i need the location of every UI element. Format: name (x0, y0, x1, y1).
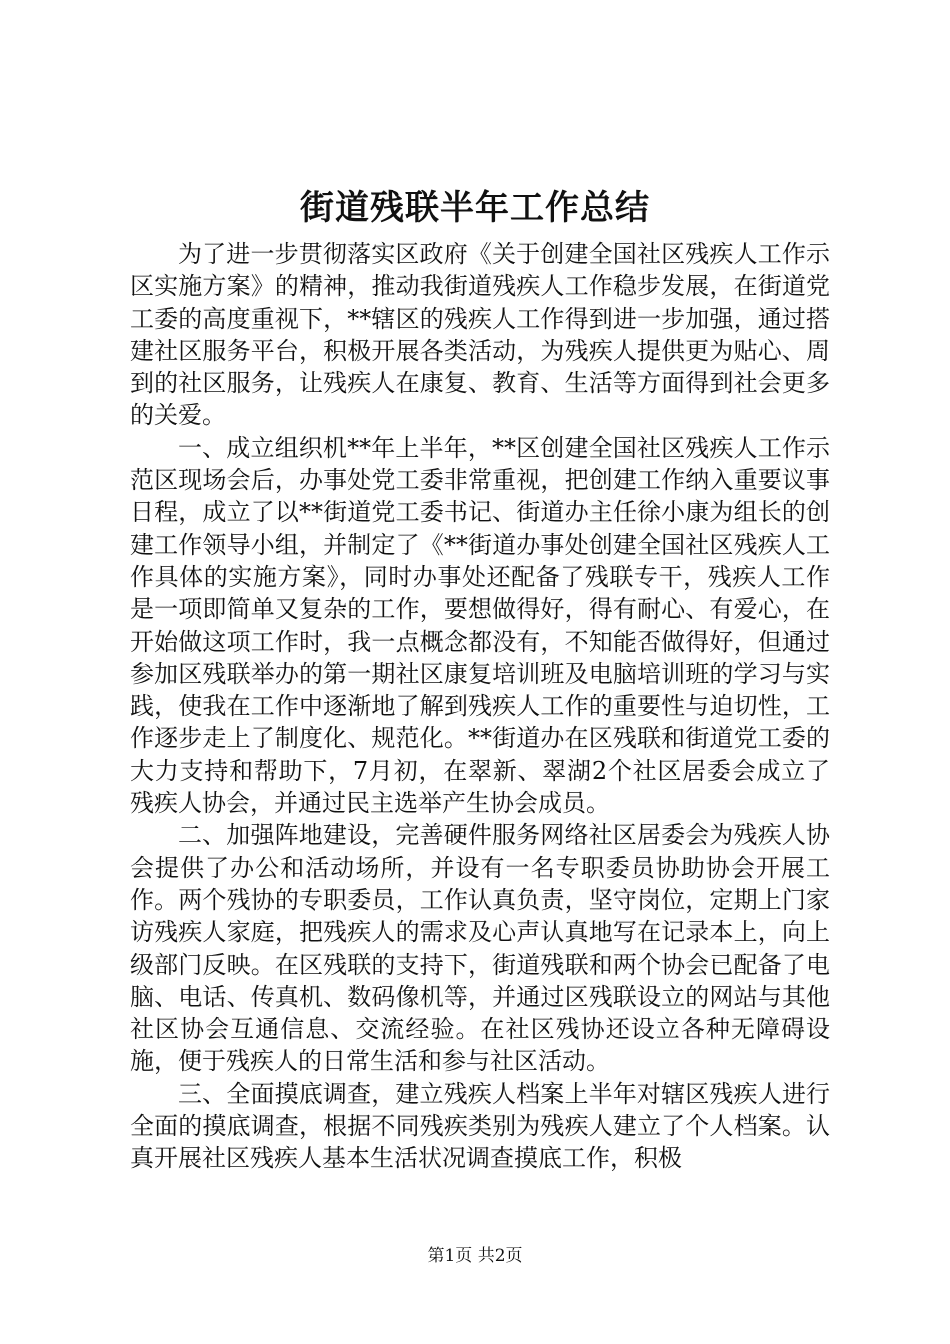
paragraph-section-2: 二、加强阵地建设，完善硬件服务网络社区居委会为残疾人协会提供了办公和活动场所，并设有一名专职委员协助协会开展工作。两个残协的专职委员，工作认真负责，坚守岗位，定期上门家访残疾人家庭，把残疾人的需求及心声认真地写在记录本上，向上级部门反映。在区残联的支持下，街道残联和两个协会已配备了电脑、电话、传真机、数码像机等，并通过区残联设立的网站与其他社区协会互通信息、交流经验。在社区残协还设立各种无障碍设施，便于残疾人的日常生活和参与社区活动。 (130, 821, 830, 1076)
page-number-footer: 第1页 共2页 (427, 1246, 523, 1266)
paragraph-section-1: 一、成立组织机**年上半年，**区创建全国社区残疾人工作示范区现场会后，办事处党工委非常重视，把创建工作纳入重要议事日程，成立了以**街道党工委书记、街道办主任徐小康为组长的创建工作领导小组，并制定了《**街道办事处创建全国社区残疾人工作具体的实施方案》，同时办事处还配备了残联专干，残疾人工作是一项即简单又复杂的工作，要想做得好，得有耐心、有爱心，在开始做这项工作时，我一点概念都没有，不知能否做得好，但通过参加区残联举办的第一期社区康复培训班及电脑培训班的学习与实践，使我在工作中逐渐地了解到残疾人工作的重要性与迫切性，工作逐步走上了制度化、规范化。**街道办在区残联和街道党工委的大力支持和帮助下，7月初，在翠新、翠湖2个社区居委会成立了残疾人协会，并通过民主选举产生协会成员。 (130, 433, 830, 818)
document-title: 街道残联半年工作总结 (300, 188, 650, 228)
document-body (130, 238, 830, 1175)
paragraph-section-3: 三、全面摸底调查，建立残疾人档案上半年对辖区残疾人进行全面的摸底调查，根据不同残疾类别为残疾人建立了个人档案。认真开展社区残疾人基本生活状况调查摸底工作，积极 (130, 1079, 830, 1173)
paragraph-intro: 为了进一步贯彻落实区政府《关于创建全国社区残疾人工作示区实施方案》的精神，推动我街道残疾人工作稳步发展，在街道党工委的高度重视下，**辖区的残疾人工作得到进一步加强，通过搭建社区服务平台，积极开展各类活动，为残疾人提供更为贴心、周到的社区服务，让残疾人在康复、教育、生活等方面得到社会更多的关爱。 (130, 240, 830, 430)
